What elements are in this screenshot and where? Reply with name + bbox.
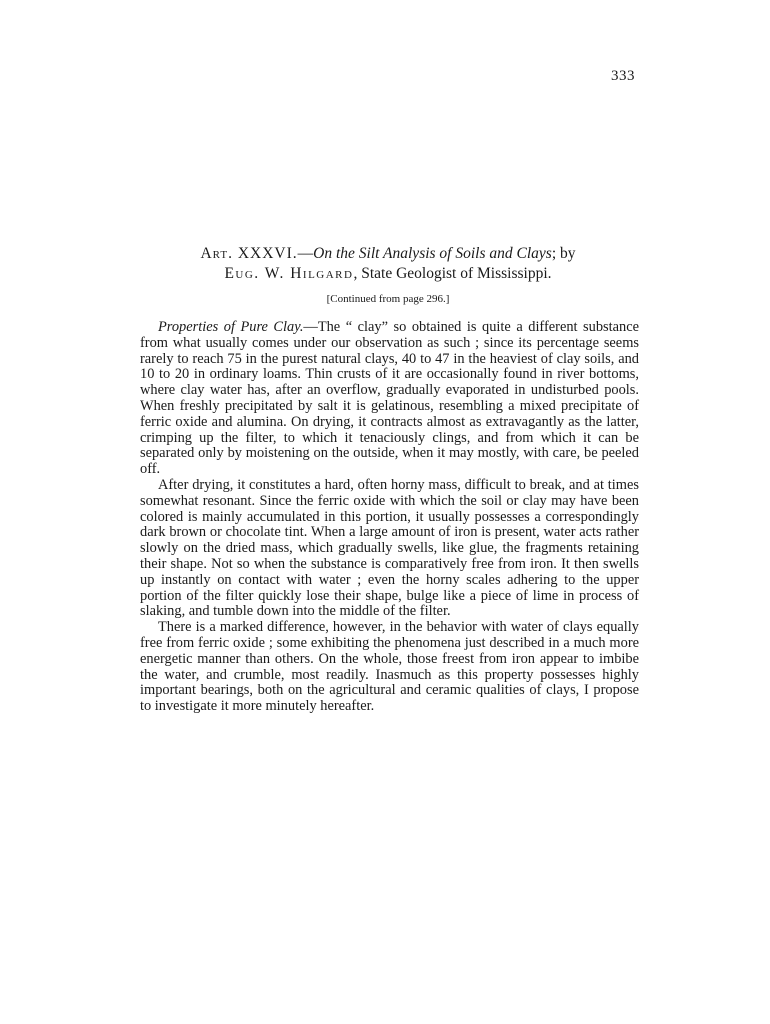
article-title: On the Silt Analysis of Soils and Clays (313, 245, 552, 262)
author-role: , State Geologist of Mississippi. (353, 265, 552, 282)
paragraph-difference: There is a marked difference, however, in the behavior with water of clays equally free from ferric oxide ; some exhibiting the phenomena just described in a much more energetic manner than others. On the whole, those freest from iron appear to imbibe the water, and crumble, most readily. Inasmuch as this property possesses highly important bearings, both on the agricultural and ceramic qualities of clays, I propose to investigate it more minutely hereafter. (140, 619, 639, 715)
article-header (138, 244, 638, 284)
paragraph-lead: Properties of Pure Clay. (158, 319, 304, 335)
paragraph-properties (140, 320, 639, 478)
article-title-line (138, 244, 638, 264)
paragraph-drying: After drying, it constitutes a hard, often horny mass, difficult to break, and at times somewhat resonant. Since the ferric oxide with which the soil or clay may have been colored is mainly accumulated in this portion, it usually possesses a correspondingly dark brown or chocolate tint. When a large amount of iron is present, water acts rather slowly on the dried mass, which gradually swells, like glue, the fragments retaining their shape. Not so when the substance is comparatively free from iron. It then swells up instantly on contact with water ; even the horny scales adhering to the upper portion of the filter quickly lose their shape, bulge like a piece of lime in process of slaking, and tumble down into the middle of the filter. (140, 476, 639, 620)
author-line (138, 264, 638, 284)
author-name: Eug. W. Hilgard (224, 265, 354, 282)
continued-note: [Continued from page 296.] (326, 293, 450, 305)
article-body (140, 320, 639, 715)
article-number: Art. XXXVI. (200, 245, 298, 262)
page-number: 333 (611, 68, 635, 84)
by-text: ; by (551, 245, 576, 262)
title-dash: — (297, 245, 314, 262)
paragraph-text: —The “ clay” so obtained is quite a different substance from what usually comes under our observation as such ; since its percentage seems rarely to reach 75 in the purest natural clays, 40 to 47 in the heaviest of clay soils, and 10 to 20 in ordinary loams. Thin crusts of it are occasionally found in river bottoms, where clay water has, after an overflow, gradually evaporated in undisturbed pools. When freshly precipitated by salt it is gelatinous, resembling a mixed precipitate of ferric oxide and alumina. On drying, it contracts almost as extravagantly as the latter, crimping up the filter, to which it tenaciously clings, and from which it can be separated only by moistening on the outside, when it may mostly, with care, be peeled off. (140, 319, 639, 478)
